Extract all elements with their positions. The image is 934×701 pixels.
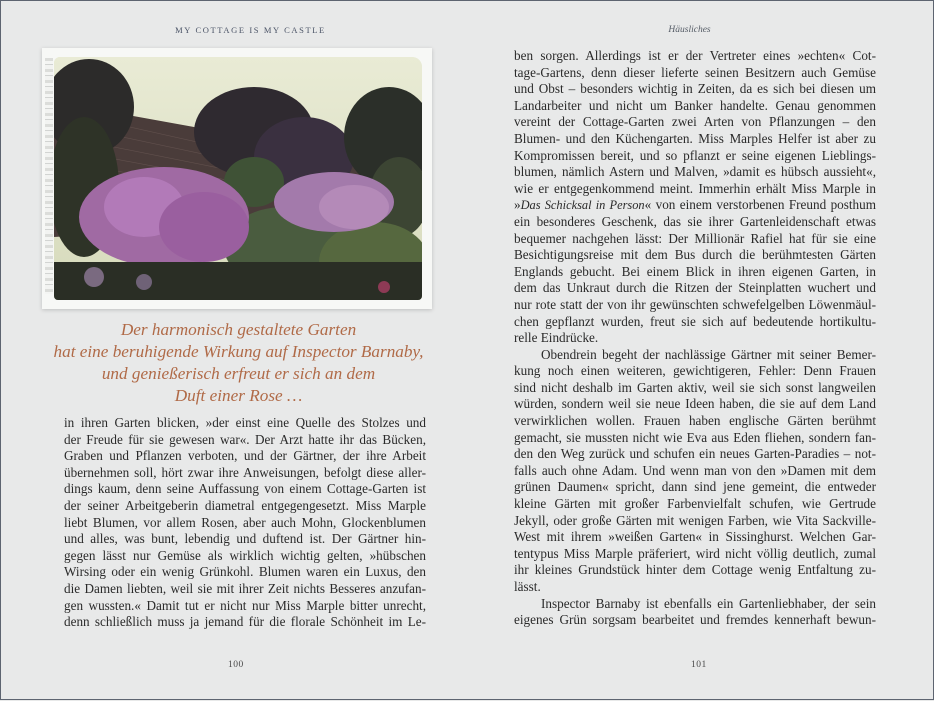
text-line: falls auch ohne Adam. Und wenn man von den »Damen mit dem xyxy=(514,462,876,478)
text-line: und alles, was bunt, lebendig und duftend ist. Der Gärtner hin- xyxy=(64,531,426,547)
text-line: sind nicht deshalb im Garten aktiv, weil sie sich sonst langweilen xyxy=(514,379,876,395)
text-line: Blumen- und den Küchengarten. Miss Marples Helfer ist aber zu xyxy=(514,130,876,146)
text-line: tentypus Miss Marple präferiert, wird nicht völlig deutlich, zumal xyxy=(514,545,876,561)
caption-line: hat eine beruhigende Wirkung auf Inspector Barnaby, xyxy=(53,342,424,361)
paragraph-start-line: Inspector Barnaby ist ebenfalls ein Gartenliebhaber, der sein xyxy=(541,595,876,611)
text-line: gegen lässt nur Gemüse als wirklich wichtig gelten, »hübschen xyxy=(64,547,426,563)
text-line: wie er entgegenkommend meint. Immerhin erhält Miss Marple in xyxy=(514,180,876,196)
text-line: denn schließlich muss ja jemand für die florale Schönheit im Le- xyxy=(64,614,426,630)
text-line: die Damen liebten, weil sie mit ihrer Zeit nichts Besseres anzufan- xyxy=(64,580,426,596)
caption-line: und genießerisch erfreut er sich an dem xyxy=(101,364,376,383)
text-line: liebt Blumen, vor allem Rosen, aber auch Mohn, Glockenblumen xyxy=(64,514,426,530)
text-line: Englands gebucht. Bei einem Blick in ihren eigenen Garten, in xyxy=(514,263,876,279)
text-line: Besichtigungsreise mit dem Bus durch die berühmtesten Gärten xyxy=(514,247,876,263)
running-head-left: MY COTTAGE IS MY CASTLE xyxy=(175,25,326,35)
caption-line: Der harmonisch gestaltete Garten xyxy=(120,320,357,339)
book-title: Das Schicksal in Person xyxy=(520,198,645,213)
text-line: der seiner Arbeitgeberin diametral entgegengesetzt. Miss Marple xyxy=(64,497,426,513)
text-fragment: « von einem verstorbenen Freund posthum xyxy=(644,197,876,213)
text-line: in ihren Garten blicken, »der einst eine Quelle des Stolzes und xyxy=(64,415,426,430)
text-line: chen gepflanzt wurden, freut sie sich auf bedeutende hortikultu- xyxy=(514,313,876,329)
text-line: und Obst – besonders wichtig in Zeiten, da es sich bei diesen um xyxy=(514,81,876,97)
text-line: Landarbeiter und nicht um Banker handelte. Genau genommen xyxy=(514,97,876,113)
text-line: lässt. xyxy=(514,579,541,594)
text-line: ben sorgen. Allerdings ist er der Vertreter eines »echten« Cot- xyxy=(514,48,876,63)
text-line: den den Weg zurück und schufen ein neues Garten-Paradies – not- xyxy=(514,446,876,462)
text-line: Kompromissen bereit, und so pflanzt er seine eigenen Lieblings- xyxy=(514,147,876,163)
photo-caption xyxy=(41,319,436,407)
text-line: gen wussten.« Damit tut er nicht nur Miss Marple bitter unrecht, xyxy=(64,597,426,613)
text-line: kleine Gärten mit großer Farbenvielfalt schufen, wie Gertrude xyxy=(514,496,876,512)
text-line: ein besonderes Geschenk, das sie ihrer Gartenleidenschaft etwas xyxy=(514,213,876,229)
text-line: dings kaum, denn seine Auffassung von einem Cottage-Garten ist xyxy=(64,481,426,497)
text-line: Jekyll, oder große Gärten mit wenigen Farben, wie Vita Sackville- xyxy=(514,512,876,528)
garden-illustration xyxy=(54,57,422,300)
text-line: der Freude für sie gewesen war«. Der Arzt hatte ihr das Bücken, xyxy=(64,431,426,447)
page-number-right: 101 xyxy=(691,660,707,670)
photo-torn-edge xyxy=(45,58,53,294)
left-body-text xyxy=(64,415,426,631)
text-line: Graben und Pflanzen verboten, und der Gärtner, der ihre Arbeit xyxy=(64,448,426,464)
garden-photo xyxy=(42,48,432,309)
text-line: gemacht, sie mussten nicht wie Eva aus Eden fliehen, sondern fan- xyxy=(514,429,876,445)
caption-line: Duft einer Rose … xyxy=(174,386,303,405)
text-line: West mit ihrem »weißen Garten« in Sissinghurst. Welchen Gar- xyxy=(514,529,876,545)
right-body-text xyxy=(514,48,876,629)
text-line: nur rote statt der von ihr gewünschten schwefelgelben Löwenmäul- xyxy=(514,296,876,312)
text-line: verwirklichen wollen. Frauen haben englische Gärten berühmt xyxy=(514,413,876,429)
page-number-left: 100 xyxy=(228,660,244,670)
text-line: Wirsing oder ein wenig Grünkohl. Blumen waren ein Luxus, den xyxy=(64,564,426,580)
text-line: relle Eindrücke. xyxy=(514,330,599,346)
text-line: kung noch einen weiteren, gewichtigeren, Fehler: Denn Frauen xyxy=(514,363,876,379)
text-line: bequemer nachgehen lässt: Der Millionär Rafiel hat für sie eine xyxy=(514,230,876,246)
quote-mark: » xyxy=(514,197,521,213)
paragraph-start-line: Obendrein begeht der nachlässige Gärtner mit seiner Bemer- xyxy=(541,346,876,362)
left-page xyxy=(1,1,468,701)
text-line: übernehmen soll, hört zwar ihre Anweisungen, befolgt diese aller- xyxy=(64,464,426,480)
text-line: dem das Unkraut durch die Ritzen der Steinplatten wuchert und xyxy=(514,280,876,296)
text-line: grünen Daumen« spricht, dann sind jene gemeint, die entweder xyxy=(514,479,876,495)
text-line: ihr kleines Grundstück hinter dem Cottage wenig Entfaltung zu- xyxy=(514,562,876,578)
text-line: eigenes Grün sorgsam bearbeitet und fremdes kennerhaft bewun- xyxy=(514,612,876,628)
text-line xyxy=(514,197,876,214)
text-line: vereint der Cottage-Garten zwei Arten von Pflanzungen – den xyxy=(514,114,876,130)
running-head-right: Häusliches xyxy=(668,25,711,35)
text-line: blumen, nämlich Astern und Malven, »damit es hübsch aussieht«, xyxy=(514,164,876,180)
garden-photo-image xyxy=(54,57,422,300)
text-line: würden, sondern weil sie neue Ideen haben, die sie auf dem Land xyxy=(514,396,876,412)
right-page xyxy=(468,1,934,701)
text-line: tage-Gartens, denn dieser lieferte seinen Besitzern auch Gemüse xyxy=(514,64,876,80)
